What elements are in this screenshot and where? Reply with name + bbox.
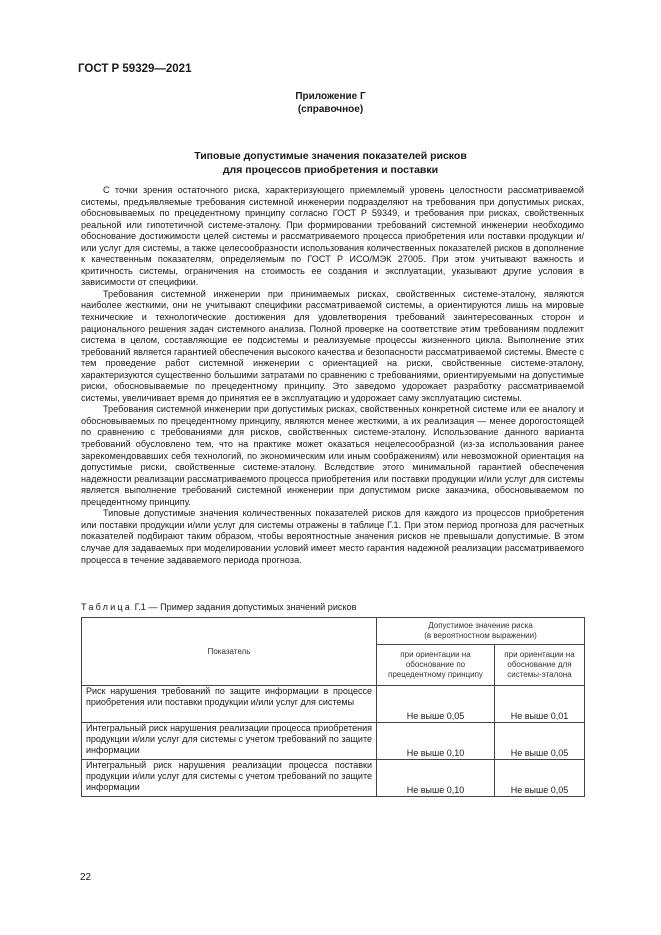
row-indicator: Риск нарушения требований по защите информации в процессе приобретения или поставки продукции и/или услуг для системы [82, 686, 377, 723]
header-precedent-line-1: при ориентации на [400, 650, 471, 659]
table-row [82, 686, 585, 723]
header-precedent-line-2: обоснование по [405, 660, 466, 669]
table-caption-prefix: Таблица [81, 602, 133, 612]
paragraph-3: Требования системной инженерии при допустимых рисках, свойственных конкретной системе или ее аналогу и обосновываемых по прецедентному принципу, являются менее жесткими, а их реализация — менее дорогостоящей по сравнению с требованиями для рисков, свойственных системе-эталону. Использование данного варианта требований обусловлено тем, что на практике может оказаться нецелесообразной (из-за использования ранее зарекомендовавших себя технологий, по экономическим или иным соображениям) или невозможной ориентация на допустимые риски, свойственные системе-эталону. Вследствие этого минимальной гарантией обеспечения надежности реализации рассматриваемого процесса приобретения или поставки продукции и/или услуг для системы является выполнение требований системной инженерии при допустимом риске заказчика, обосновываемом по прецедентному принципу. [81, 404, 584, 507]
row-indicator: Интегральный риск нарушения реализации процесса поставки продукции и/или услуг для системы с учетом требований по защите информации [82, 760, 377, 797]
row-precedent-value: Не выше 0,10 [377, 723, 495, 760]
header-value-group-line-1: Допустимое значение риска [428, 621, 533, 630]
header-precedent-line-3: прецедентному принципу [388, 670, 483, 679]
risk-table [81, 617, 585, 797]
table-row [82, 723, 585, 760]
header-reference-line-1: при ориентации на [504, 650, 575, 659]
row-indicator: Интегральный риск нарушения реализации процесса приобретения продукции и/или услуг для системы с учетом требований по защите информации [82, 723, 377, 760]
appendix-kind: (справочное) [297, 104, 364, 115]
table-header-row [82, 618, 585, 645]
document-code: ГОСТ Р 59329—2021 [78, 63, 192, 75]
header-indicator: Показатель [82, 618, 377, 686]
row-reference-value: Не выше 0,01 [494, 686, 584, 723]
header-value-group [377, 618, 585, 645]
header-reference-line-2: обоснование для [507, 660, 572, 669]
row-reference-value: Не выше 0,05 [494, 723, 584, 760]
section-title-line-2: для процессов приобретения и поставки [222, 163, 439, 176]
table-row [82, 760, 585, 797]
section-title [0, 150, 661, 177]
appendix-title: Приложение Г [295, 91, 366, 102]
table-caption [81, 602, 356, 612]
page-number: 22 [80, 872, 92, 883]
paragraph-1: С точки зрения остаточного риска, характеризующего приемлемый уровень целостности рассматриваемой системы, предъявляемые требования системной инженерии подразделяют на требования при допустимых рисках, обосновываемых по прецедентному принципу согласно ГОСТ Р 59349, и требования при рисках, свойственных реальной или гипотетичной системе-эталону. При формировании требований системной инженерии необходимо обоснование достижимости целей системы и рассматриваемого процесса приобретения или поставки продукции и/или услуг для системы, а также целесообразности использования количественных показателей рисков в дополнение к качественным показателям, определяемым по ГОСТ Р ИСО/МЭК 27005. При этом учитывают важность и критичность системы, ограничения на стоимость ее создания и эксплуатации, указывают другие условия в зависимости от специфики. [81, 185, 584, 288]
section-title-line-1: Типовые допустимые значения показателей рисков [194, 150, 467, 162]
paragraph-4: Типовые допустимые значения количественных показателей рисков для каждого из процессов приобретения или поставки продукции и/или услуг для системы отражены в таблице Г.1. При этом период прогноза для расчетных показателей подбирают таким образом, чтобы вероятностные значения рисков не превышали допустимые. В этом случае для задаваемых при моделировании условий имеет место гарантия надежной реализации рассматриваемого процесса в течение задаваемого периода прогноза. [81, 508, 584, 565]
body-text [81, 185, 584, 566]
row-precedent-value: Не выше 0,05 [377, 686, 495, 723]
header-reference-line-3: системы-эталона [507, 670, 572, 679]
header-value-group-line-2: (в вероятностном выражении) [424, 631, 537, 640]
header-reference [494, 645, 584, 686]
row-reference-value: Не выше 0,05 [494, 760, 584, 797]
row-precedent-value: Не выше 0,10 [377, 760, 495, 797]
header-precedent [377, 645, 495, 686]
paragraph-2: Требования системной инженерии при принимаемых рисках, свойственных системе-эталону, являются наиболее жесткими, они не учитывают специфики рассматриваемой системы, а ориентируются лишь на мировые технические и технологические достижения для удовлетворения требований заинтересованных сторон и рационального решения задач системного анализа. Полной проверке на соответствие этим требованиям подлежит система в целом, составляющие ее подсистемы и реализуемые процессы жизненного цикла. Выполнение этих требований является гарантией обеспечения высокого качества и безопасности рассматриваемой системы. Вместе с тем проведение работ системной инженерии с ориентацией на риски, свойственные системе-эталону, характеризуются существенно большими затратами по сравнению с требованиями, ориентируемыми на допустимые риски, обосновываемые по прецедентному принципу. Это заведомо удорожает разработку рассматриваемой системы, увеличивает время до принятия ее в эксплуатацию и удорожает саму эксплуатацию системы. [81, 288, 584, 403]
table-caption-text: Г.1 — Пример задания допустимых значений рисков [132, 602, 357, 612]
